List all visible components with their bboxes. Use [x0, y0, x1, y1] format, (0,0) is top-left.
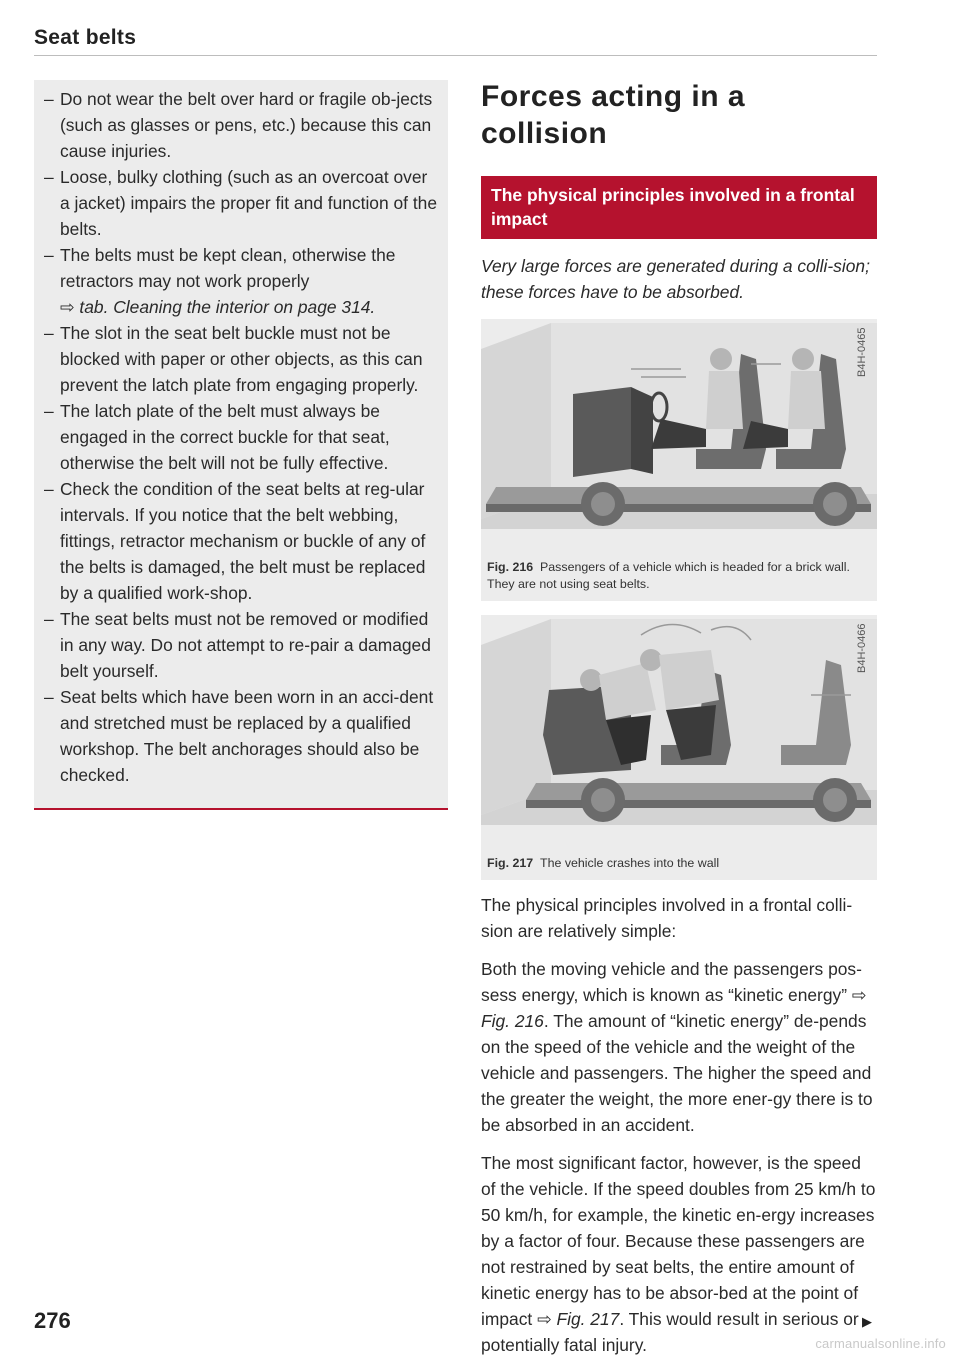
figure-code: B4H-0466	[856, 623, 868, 673]
body-paragraph	[481, 956, 877, 1138]
warning-item: – Seat belts which have been worn in an acci-dent and stretched must be replaced by a qualified workshop. The belt anchorages should also be checked.	[44, 684, 438, 788]
page-number: 276	[34, 1308, 71, 1333]
illustration-vehicle-crash	[481, 615, 877, 847]
body-text: . The amount of “kinetic energy” de-pends on the speed of the vehicle and the weight of the vehicle and passengers. The higher the speed and the greater the weight, the more ener-gy there is to be absorbed in an accident.	[481, 1011, 873, 1135]
figure-217	[481, 615, 877, 880]
figure-caption-text: The vehicle crashes into the wall	[540, 856, 720, 870]
figure-caption	[481, 551, 877, 601]
warning-item: – The slot in the seat belt buckle must not be blocked with paper or other objects, as this can prevent the latch plate from engaging properly.	[44, 320, 438, 398]
figure-caption	[481, 847, 877, 880]
warning-item: – Do not wear the belt over hard or fragile ob-jects (such as glasses or pens, etc.) because this can cause injuries.	[44, 86, 438, 164]
cross-reference-link[interactable]: ⇨ Fig. 217	[537, 1309, 620, 1329]
figure-code: B4H-0465	[856, 327, 868, 377]
warning-item: – The seat belts must not be removed or modified in any way. Do not attempt to re-pair a damaged belt yourself.	[44, 606, 438, 684]
main-heading: Forces acting in a collision	[481, 80, 746, 150]
figure-216	[481, 319, 877, 601]
warning-item-text: The belts must be kept clean, otherwise the retractors may not work properly	[60, 245, 396, 291]
right-column	[481, 78, 877, 1358]
watermark: carmanualsonline.info	[815, 1336, 946, 1351]
continue-arrow-icon: ▶	[862, 1314, 872, 1329]
cross-reference-link[interactable]: ⇨ tab. Cleaning the interior on page 314.	[60, 297, 376, 317]
body-paragraph	[481, 1150, 877, 1358]
lead-paragraph: Very large forces are generated during a colli-sion; these forces have to be absorbed.	[481, 256, 870, 302]
warning-item	[44, 242, 438, 320]
figure-number: Fig. 216	[487, 560, 534, 574]
body-text: The most significant factor, however, is the speed of the vehicle. If the speed doubles from 25 km/h to 50 km/h, for example, the kinetic en-ergy increases by a factor of four. Because these passengers are not restrained by seat belts, the entire amount of kinetic energy has to be absor-bed at the point of impact	[481, 1153, 876, 1329]
warning-list	[34, 80, 448, 788]
illustration-passengers-before-impact	[481, 319, 877, 551]
section-title: Seat belts	[34, 26, 137, 49]
figure-number: Fig. 217	[487, 856, 534, 870]
cross-reference-link[interactable]: ⇨ Fig. 216	[481, 985, 867, 1031]
subheading-bar: The physical principles involved in a frontal impact	[481, 176, 877, 239]
warning-item: – The latch plate of the belt must always be engaged in the correct buckle for that seat, otherwise the belt will not be fully effective.	[44, 398, 438, 476]
body-text: . This would result in serious or potentially fatal injury.	[481, 1309, 859, 1355]
body-paragraph: The physical principles involved in a frontal colli-sion are relatively simple:	[481, 895, 853, 941]
figure-caption-text: Passengers of a vehicle which is headed for a brick wall. They are not using seat belts.	[487, 560, 850, 591]
warning-item: – Check the condition of the seat belts at reg-ular intervals. If you notice that the belt webbing, fittings, retractor mechanism or buckle of any of the belts is damaged, the belt must be replaced by a qualified work-shop.	[44, 476, 438, 606]
warning-box	[34, 80, 448, 810]
warning-item: – Loose, bulky clothing (such as an overcoat over a jacket) impairs the proper fit and function of the belts.	[44, 164, 438, 242]
body-text: Both the moving vehicle and the passengers pos-sess energy, which is known as “kinetic energy”	[481, 959, 862, 1005]
header-divider	[34, 55, 877, 56]
